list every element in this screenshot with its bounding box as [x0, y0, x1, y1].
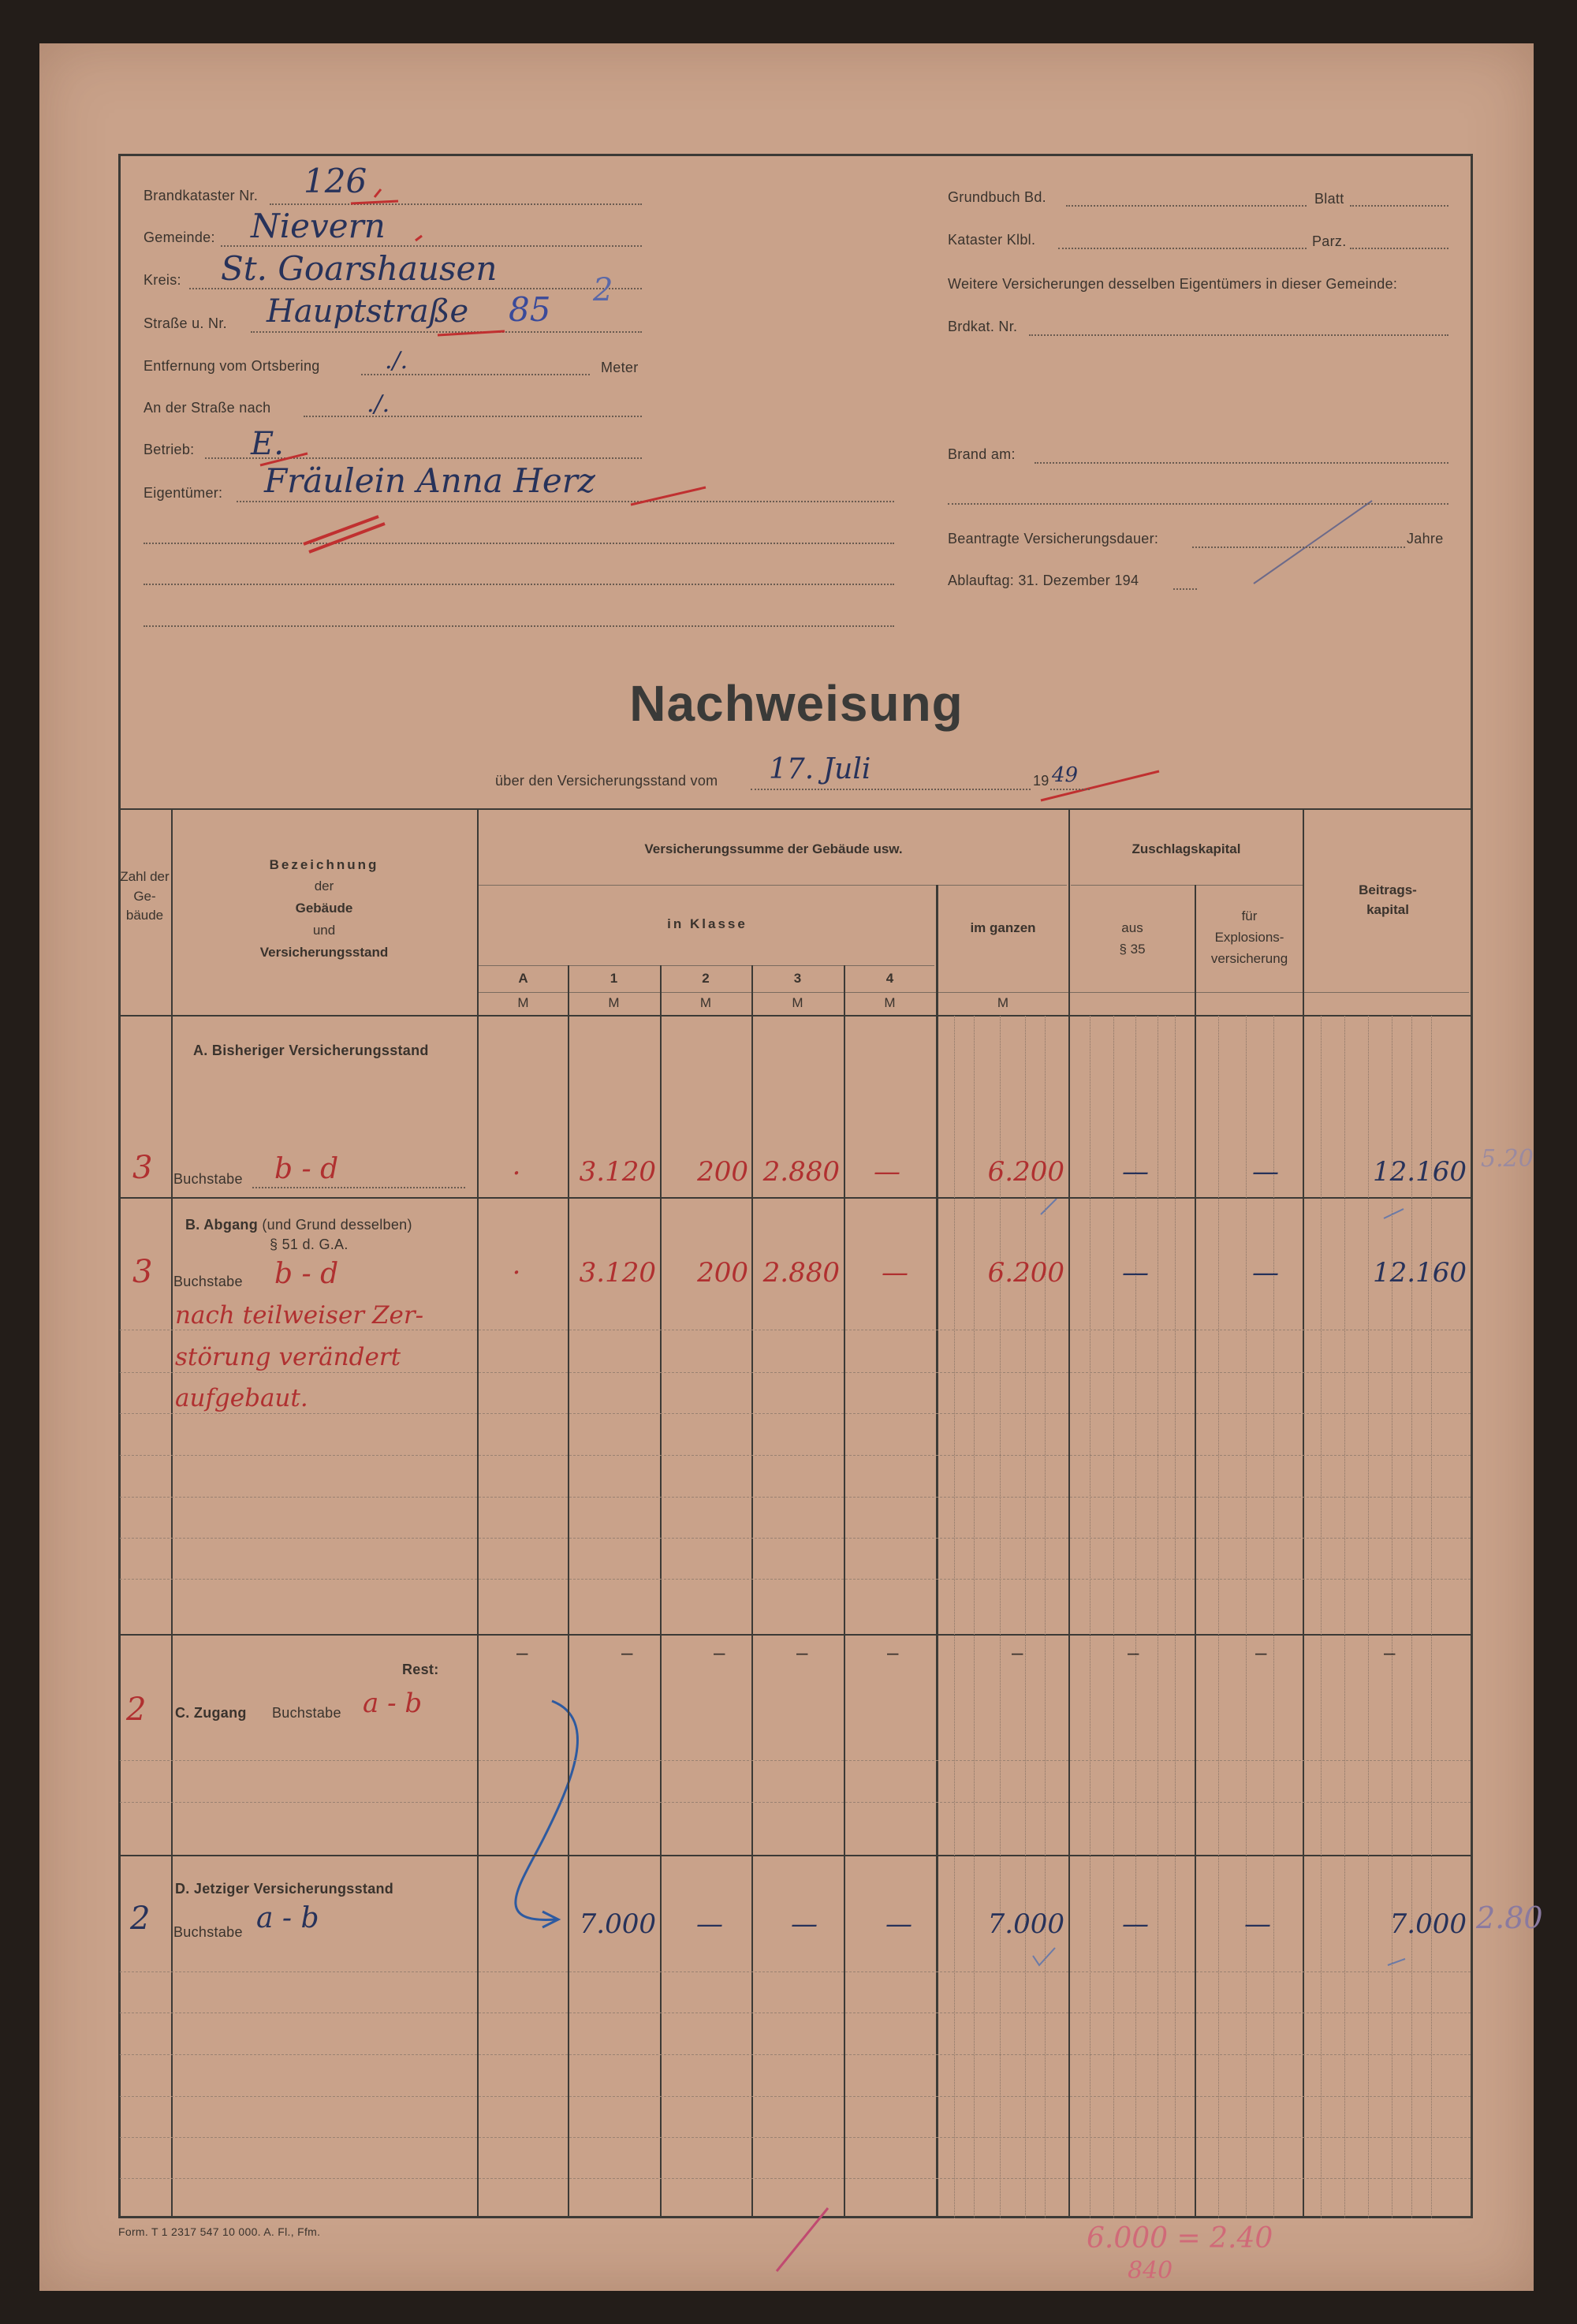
dotted-rule: [1321, 1016, 1322, 2218]
section-a-klasse-3: 2.880: [762, 1156, 840, 1188]
gemeinde-value: Nievern: [251, 207, 386, 245]
dotted-rule: [1344, 1016, 1345, 2218]
section-a-ganzen: 6.200: [987, 1156, 1064, 1188]
document-title: Nachweisung: [629, 675, 964, 732]
strasse-nach-label: An der Straße nach: [144, 400, 271, 416]
header-bottom-line: [118, 1015, 1473, 1017]
row-rule: [120, 1579, 1471, 1580]
dotted-rule: [1218, 1016, 1219, 2218]
rest-dash-1: –: [621, 1640, 633, 1664]
subtitle-year: 49: [1052, 763, 1079, 787]
row-rule: [120, 1413, 1471, 1414]
rest-dash-2: –: [714, 1640, 725, 1664]
section-b-explosion: —: [1252, 1257, 1279, 1289]
header-bezeichnung-4: und: [312, 923, 336, 938]
section-a-buchstabe-label: Buchstabe: [173, 1171, 243, 1187]
section-b-title-main: B. Abgang: [185, 1217, 259, 1233]
header-versicherung: versicherung: [1210, 951, 1288, 966]
col-line: [1195, 885, 1196, 2218]
col-line: [477, 808, 479, 2218]
dotted-rule: [1175, 1016, 1176, 2218]
section-d-aus35: —: [1122, 1908, 1149, 1940]
dotted-line: [1192, 546, 1405, 548]
section-a-klasse-a: ·: [512, 1158, 521, 1189]
section-b-klasse-a: ·: [512, 1257, 521, 1289]
rest-dash-aus35: –: [1128, 1640, 1139, 1664]
col-line: [660, 965, 662, 2218]
col-line: [568, 965, 569, 2218]
rest-dash-a: –: [516, 1640, 528, 1664]
unit-ganzen: M: [997, 995, 1009, 1010]
row-rule: [120, 2054, 1471, 2055]
rest-dash-3: –: [796, 1640, 808, 1664]
header-subline: [479, 965, 934, 966]
header-bezeichnung-1: Bezeichnung: [269, 857, 379, 872]
dotted-line: [1350, 205, 1448, 207]
dotted-rule: [1045, 1016, 1046, 2218]
section-a-margin-note: 5.20: [1481, 1145, 1534, 1173]
header-zuschlagskapital: Zuschlagskapital: [1131, 841, 1241, 856]
header-klasse-4: 4: [885, 971, 894, 986]
parz-label: Parz.: [1312, 233, 1347, 249]
section-d-klasse-1: 7.000: [579, 1908, 656, 1940]
section-a-klasse-2: 200: [697, 1156, 748, 1188]
section-b-klasse-4: —: [882, 1257, 908, 1289]
section-b-paragraph: § 51 d. G.A.: [270, 1237, 349, 1252]
row-rule: [120, 1538, 1471, 1539]
dotted-line: [1066, 205, 1307, 207]
dotted-line: [1029, 334, 1448, 336]
rest-dash-explosion: –: [1255, 1640, 1267, 1664]
header-subline: [479, 885, 1067, 886]
dotted-line: [1035, 462, 1448, 464]
row-rule: [120, 2137, 1471, 2138]
header-subline: [1071, 885, 1303, 886]
brandkataster-label: Brandkataster Nr.: [144, 188, 259, 203]
header-klasse-a: A: [518, 971, 528, 986]
section-b-aus35: —: [1122, 1257, 1149, 1289]
brand-label: Brand am:: [948, 446, 1016, 462]
dotted-line: [144, 543, 894, 544]
section-d-ganzen: 7.000: [987, 1908, 1064, 1940]
header-klasse-1: 1: [610, 971, 618, 986]
header-aus: aus: [1121, 920, 1143, 935]
unit-a: M: [517, 995, 529, 1010]
dotted-rule: [1000, 1016, 1001, 2218]
ablauftag-label: Ablauftag: 31. Dezember 194: [948, 573, 1139, 588]
section-a-aus35: —: [1122, 1156, 1149, 1188]
section-b-reason-2: störung verändert: [175, 1343, 401, 1371]
header-subline: [479, 992, 1469, 993]
row-rule: [120, 1497, 1471, 1498]
dotted-line: [1350, 248, 1448, 249]
section-b-reason-1: nach teilweiser Zer-: [175, 1301, 424, 1330]
section-c-bottom-line: [118, 1855, 1473, 1856]
section-b-klasse-2: 200: [697, 1257, 748, 1289]
section-c-buchstabe-label: Buchstabe: [272, 1705, 341, 1721]
row-rule: [120, 1760, 1471, 1761]
form-number: Form. T 1 2317 547 10 000. A. Fl., Ffm.: [118, 2225, 321, 2238]
row-rule: [120, 1802, 1471, 1803]
section-d-beitrag: 7.000: [1389, 1908, 1467, 1940]
eigentuemer-label: Eigentümer:: [144, 485, 223, 501]
header-im-ganzen: im ganzen: [970, 920, 1036, 935]
strasse-extra: 2: [593, 272, 613, 308]
unit-3: M: [792, 995, 803, 1010]
col-line: [1303, 808, 1304, 2218]
section-a-explosion: —: [1252, 1156, 1279, 1188]
header-klasse-2: 2: [702, 971, 710, 986]
footer-note-1: 6.000 = 2.40: [1087, 2222, 1273, 2255]
kreis-label: Kreis:: [144, 272, 181, 288]
subtitle-year-prefix: 19: [1033, 773, 1049, 789]
dotted-rule: [954, 1016, 955, 2218]
gemeinde-label: Gemeinde:: [144, 229, 215, 245]
dotted-line: [1173, 588, 1197, 590]
section-d-zahl: 2: [130, 1901, 151, 1937]
col-line: [751, 965, 753, 2218]
section-b-reason-3: aufgebaut.: [175, 1384, 308, 1412]
dotted-line: [1050, 789, 1090, 790]
dotted-rule: [1431, 1016, 1432, 2218]
section-d-klasse-2: —: [696, 1908, 723, 1940]
header-bezeichnung-2: der: [314, 878, 334, 893]
rest-label: Rest:: [402, 1662, 439, 1677]
row-rule: [120, 2178, 1471, 2179]
entfernung-value: ./.: [385, 347, 408, 375]
header-fuer: für: [1241, 908, 1258, 923]
rest-dash-4: –: [887, 1640, 899, 1664]
dotted-line: [252, 1187, 465, 1188]
header-bezeichnung-5: Versicherungsstand: [259, 945, 389, 960]
section-a-title: A. Bisheriger Versicherungsstand: [193, 1043, 429, 1058]
strasse-nach-value: ./.: [367, 390, 390, 418]
weitere-label: Weitere Versicherungen desselben Eigentümers in dieser Gemeinde:: [948, 276, 1398, 292]
dotted-line: [144, 584, 894, 585]
section-b-ganzen: 6.200: [987, 1257, 1064, 1289]
strasse-value: Hauptstraße: [267, 293, 469, 330]
rest-dash-beitrag: –: [1384, 1640, 1396, 1664]
section-d-klasse-4: —: [885, 1908, 912, 1940]
section-c-zahl: 2: [126, 1692, 147, 1728]
section-c-buchstabe-value: a - b: [363, 1688, 423, 1719]
dotted-line: [189, 288, 642, 289]
section-a-bottom-line: [118, 1197, 1473, 1199]
jahre-label: Jahre: [1407, 531, 1444, 546]
brdkat-label: Brdkat. Nr.: [948, 319, 1018, 334]
header-zahl: Zahl der Ge-bäude: [120, 869, 170, 923]
section-b-zahl: 3: [132, 1254, 153, 1290]
section-b-title: [185, 1217, 412, 1233]
dotted-line: [948, 503, 1448, 505]
section-d-buchstabe-label: Buchstabe: [173, 1924, 243, 1940]
betrieb-label: Betrieb:: [144, 442, 195, 457]
meter-label: Meter: [601, 360, 639, 375]
dotted-line: [304, 416, 642, 417]
dotted-rule: [974, 1016, 975, 2218]
section-b-bottom-line: [118, 1634, 1473, 1636]
section-d-explosion: —: [1244, 1908, 1271, 1940]
section-d-margin-note: 2.80: [1476, 1901, 1543, 1935]
brandkataster-value: 126: [304, 162, 367, 200]
unit-4: M: [884, 995, 896, 1010]
dotted-rule: [1246, 1016, 1247, 2218]
section-a-klasse-1: 3.120: [579, 1156, 656, 1188]
dauer-label: Beantragte Versicherungsdauer:: [948, 531, 1159, 546]
row-rule: [120, 1971, 1471, 1972]
kataster-label: Kataster Klbl.: [948, 232, 1036, 248]
dotted-line: [237, 501, 894, 502]
section-c-title: C. Zugang: [175, 1705, 247, 1721]
grundbuch-label: Grundbuch Bd.: [948, 189, 1046, 205]
dotted-line: [144, 625, 894, 627]
dotted-rule: [1025, 1016, 1026, 2218]
header-bezeichnung-3: Gebäude: [295, 901, 353, 916]
blatt-label: Blatt: [1314, 191, 1344, 207]
col-line: [171, 808, 173, 2218]
eigentuemer-value: Fräulein Anna Herz: [264, 461, 595, 500]
section-a-beitrag: 12.160: [1373, 1156, 1467, 1188]
header-aus-par: § 35: [1119, 942, 1146, 957]
subtitle-label: über den Versicherungsstand vom: [495, 773, 718, 789]
header-in-klasse: in Klasse: [667, 916, 747, 931]
header-klasse-3: 3: [793, 971, 802, 986]
section-a-buchstabe-value: b - d: [274, 1153, 339, 1185]
section-b-buchstabe-value: b - d: [274, 1258, 339, 1290]
rest-dash-ganzen: –: [1012, 1640, 1023, 1664]
betrieb-value: E.: [251, 426, 284, 462]
section-d-klasse-3: —: [791, 1908, 818, 1940]
footer-note-2: 840: [1128, 2257, 1173, 2285]
entfernung-label: Entfernung vom Ortsbering: [144, 358, 320, 374]
dotted-line: [221, 245, 642, 247]
dotted-line: [1058, 248, 1307, 249]
section-b-title-sub: (und Grund desselben): [262, 1217, 412, 1233]
section-a-klasse-4: —: [874, 1156, 900, 1188]
section-b-klasse-3: 2.880: [762, 1257, 840, 1289]
col-line: [936, 885, 938, 2218]
section-b-klasse-1: 3.120: [579, 1257, 656, 1289]
dotted-rule: [1113, 1016, 1114, 2218]
row-rule: [120, 2096, 1471, 2097]
section-d-title: D. Jetziger Versicherungsstand: [175, 1881, 394, 1897]
col-line: [1068, 808, 1070, 2218]
dotted-line: [751, 789, 1031, 790]
dotted-line: [251, 331, 642, 333]
section-a-zahl: 3: [132, 1150, 153, 1186]
kreis-value: St. Goarshausen: [221, 249, 498, 288]
header-beitragskapital: Beitrags-kapital: [1359, 882, 1417, 917]
dotted-rule: [1368, 1016, 1369, 2218]
unit-1: M: [608, 995, 620, 1010]
row-rule: [120, 1372, 1471, 1373]
section-d-buchstabe-value: a - b: [256, 1902, 319, 1934]
dotted-rule: [1411, 1016, 1412, 2218]
row-rule: [120, 1455, 1471, 1456]
strasse-number: 85: [509, 290, 551, 329]
header-explosions: Explosions-: [1214, 930, 1284, 945]
col-line: [844, 965, 845, 2218]
strasse-label: Straße u. Nr.: [144, 315, 227, 331]
dotted-line: [270, 203, 642, 205]
subtitle-date: 17. Juli: [769, 753, 871, 785]
dotted-rule: [1135, 1016, 1136, 2218]
header-versicherungssumme: Versicherungssumme der Gebäude usw.: [644, 841, 903, 856]
dotted-rule: [1273, 1016, 1274, 2218]
section-b-beitrag: 12.160: [1373, 1257, 1467, 1289]
section-b-buchstabe-label: Buchstabe: [173, 1274, 243, 1289]
unit-2: M: [699, 995, 712, 1010]
table-top-line: [118, 808, 1473, 810]
